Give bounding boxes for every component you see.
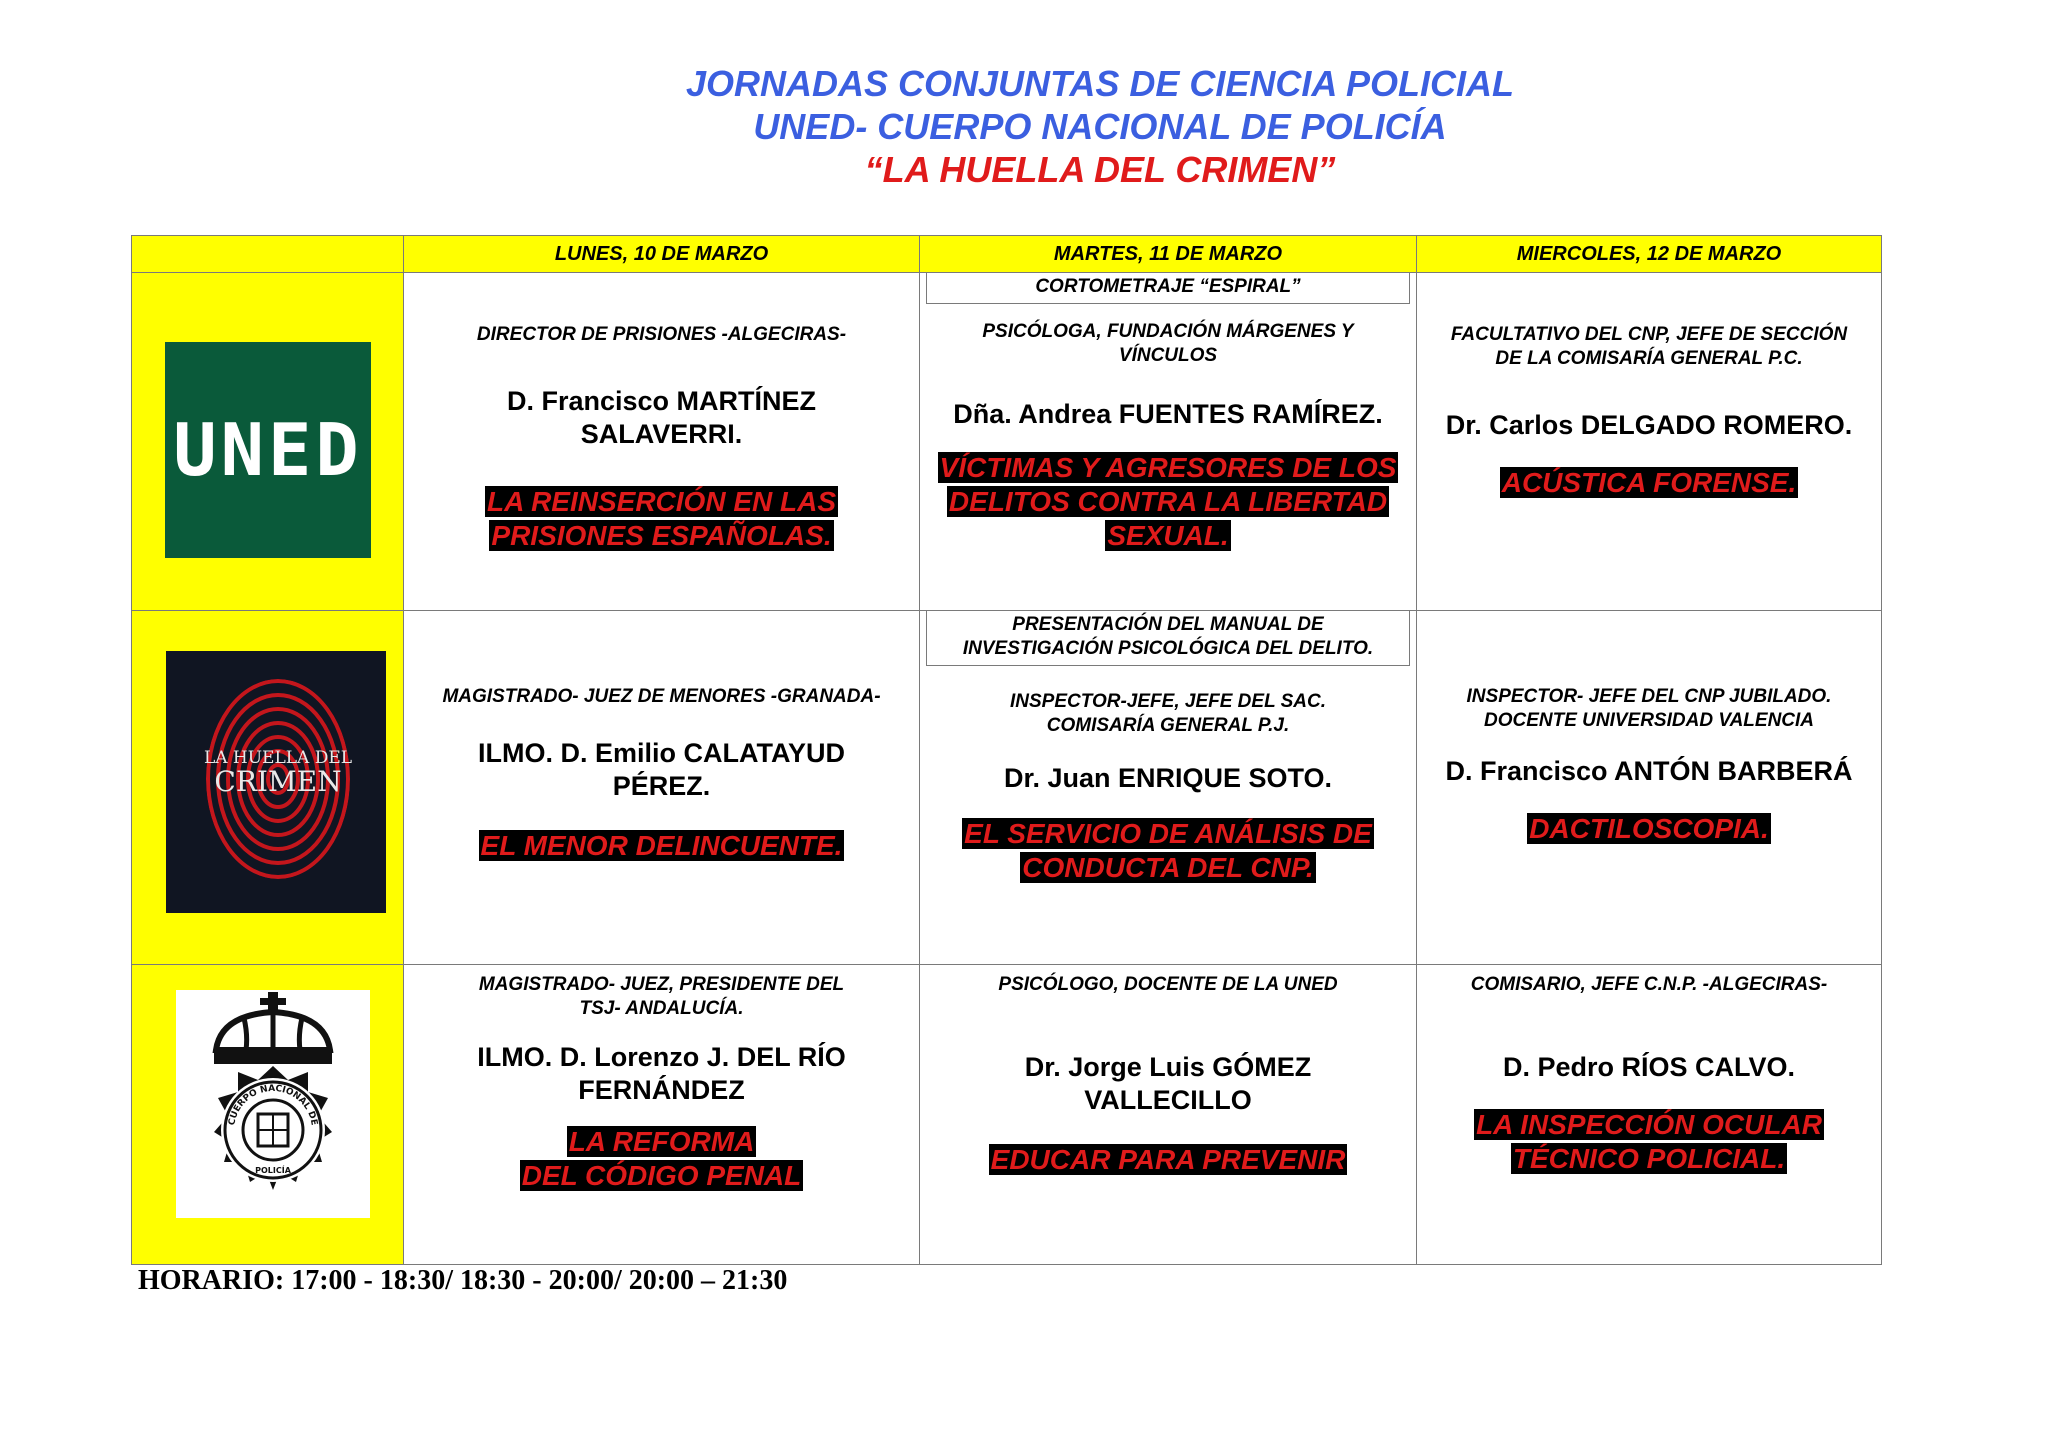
day-header-miercoles: MIERCOLES, 12 DE MARZO (1417, 236, 1882, 273)
talk-topic: LA REFORMA (568, 1126, 755, 1157)
speaker-name: ILMO. D. Emilio CALATAYUD (477, 738, 845, 768)
speaker-role: INSPECTOR-JEFE, JEFE DEL SAC. (1009, 691, 1327, 712)
cell-martes-2 (920, 611, 1417, 965)
speaker-role: FACULTATIVO DEL CNP, JEFE DE SECCIÓN (1450, 324, 1848, 345)
speaker-role: COMISARÍA GENERAL P.J. (1046, 715, 1290, 736)
day-header-lunes: LUNES, 10 DE MARZO (404, 236, 920, 273)
speaker-role: DE LA COMISARÍA GENERAL P.C. (1495, 348, 1803, 369)
talk-topic: DELITOS CONTRA LA LIBERTAD (948, 486, 1388, 517)
cell-martes-3 (920, 965, 1417, 1265)
speaker-name: D. Francisco MARTÍNEZ (506, 386, 817, 416)
police-badge-icon (176, 990, 370, 1218)
logo-cell-cnp (132, 965, 404, 1265)
speaker-role: INSPECTOR- JEFE DEL CNP JUBILADO. (1466, 686, 1832, 707)
speaker-role: PSICÓLOGO, DOCENTE DE LA UNED (998, 974, 1338, 995)
talk-topic: DEL CÓDIGO PENAL (521, 1160, 802, 1191)
talk-topic: DACTILOSCOPIA. (1529, 813, 1769, 844)
title-line-2: UNED- CUERPO NACIONAL DE POLICÍA (753, 106, 1447, 147)
speaker-name: D. Francisco ANTÓN BARBERÁ (1445, 756, 1853, 786)
speaker-role: MAGISTRADO- JUEZ DE MENORES -GRANADA- (442, 686, 881, 707)
speaker-role: PSICÓLOGA, FUNDACIÓN MÁRGENES Y (982, 321, 1354, 342)
speaker-name: Dr. Carlos DELGADO ROMERO. (1445, 410, 1853, 440)
program-table (131, 235, 1882, 1265)
talk-topic: EL SERVICIO DE ANÁLISIS DE (964, 818, 1372, 849)
day-header-martes: MARTES, 11 DE MARZO (920, 236, 1417, 273)
speaker-role: TSJ- ANDALUCÍA. (579, 998, 744, 1019)
huella-del-crimen-logo (166, 651, 386, 913)
header-empty-cell (132, 236, 404, 273)
speaker-name: Dña. Andrea FUENTES RAMÍREZ. (953, 399, 1383, 429)
cell-miercoles-2 (1417, 611, 1882, 965)
speaker-role: VÍNCULOS (1118, 345, 1218, 366)
speaker-name: VALLECILLO (1084, 1085, 1252, 1115)
talk-topic: CONDUCTA DEL CNP. (1022, 852, 1314, 883)
speaker-name: PÉREZ. (612, 771, 711, 801)
document-header (0, 62, 2048, 191)
days-header-row (132, 236, 1882, 273)
speaker-name: Dr. Juan ENRIQUE SOTO. (1003, 763, 1333, 793)
cnp-badge-logo (176, 990, 370, 1218)
uned-logo-text: UNED (173, 408, 363, 492)
talk-topic: SEXUAL. (1107, 520, 1229, 551)
talk-topic: TÉCNICO POLICIAL. (1512, 1143, 1786, 1174)
speaker-name: D. Pedro RÍOS CALVO. (1502, 1052, 1796, 1082)
speaker-role: DIRECTOR DE PRISIONES -ALGECIRAS- (476, 324, 847, 345)
talk-topic: EL MENOR DELINCUENTE. (480, 830, 843, 861)
talk-topic: LA INSPECCIÓN OCULAR (1476, 1109, 1822, 1140)
cnp-ring-text: CUERPO NACIONAL DE (227, 1083, 319, 1127)
logo-cell-uned (132, 273, 404, 611)
cell-miercoles-1 (1417, 273, 1882, 611)
speaker-name: ILMO. D. Lorenzo J. DEL RÍO (477, 1042, 846, 1072)
cell-miercoles-3 (1417, 965, 1882, 1265)
huella-logo-line2: CRIMEN (214, 765, 342, 798)
speaker-role: COMISARIO, JEFE C.N.P. -ALGECIRAS- (1470, 974, 1828, 995)
talk-topic: VÍCTIMAS Y AGRESORES DE LOS (939, 452, 1397, 483)
talk-topic: PRISIONES ESPAÑOLAS. (491, 520, 832, 551)
cell-lunes-2 (404, 611, 920, 965)
session-row-2 (132, 611, 1882, 965)
title-line-3: “LA HUELLA DEL CRIMEN” (864, 149, 1336, 190)
speaker-name: Dr. Jorge Luis GÓMEZ (1024, 1052, 1312, 1082)
cell-martes-1 (920, 273, 1417, 611)
cell-lunes-1 (404, 273, 920, 611)
speaker-role: DOCENTE UNIVERSIDAD VALENCIA (1483, 710, 1815, 731)
speaker-role: MAGISTRADO- JUEZ, PRESIDENTE DEL (478, 974, 845, 995)
huella-logo-line1: LA HUELLA DEL (203, 748, 353, 768)
speaker-name: SALAVERRI. (580, 419, 743, 449)
uned-logo (165, 342, 371, 558)
session-row-1 (132, 273, 1882, 611)
talk-topic: EDUCAR PARA PREVENIR (990, 1144, 1346, 1175)
event-box-line: PRESENTACIÓN DEL MANUAL DE (1012, 614, 1324, 635)
cell-lunes-3 (404, 965, 920, 1265)
speaker-name: FERNÁNDEZ (578, 1075, 745, 1105)
logo-cell-huella (132, 611, 404, 965)
event-box-line: INVESTIGACIÓN PSICOLÓGICA DEL DELITO. (962, 638, 1374, 659)
event-box (926, 611, 1410, 666)
schedule-footer: HORARIO: 17:00 - 18:30/ 18:30 - 20:00/ 20:00 – 21:30 (138, 1265, 788, 1296)
fingerprint-icon (166, 651, 386, 913)
session-row-3 (132, 965, 1882, 1265)
talk-topic: ACÚSTICA FORENSE. (1501, 467, 1797, 498)
event-box: CORTOMETRAJE “ESPIRAL” (926, 273, 1410, 304)
cnp-bottom-text: POLICÍA (255, 1166, 291, 1175)
talk-topic: LA REINSERCIÓN EN LAS (487, 486, 836, 517)
title-line-1: JORNADAS CONJUNTAS DE CIENCIA POLICIAL (685, 63, 1515, 104)
